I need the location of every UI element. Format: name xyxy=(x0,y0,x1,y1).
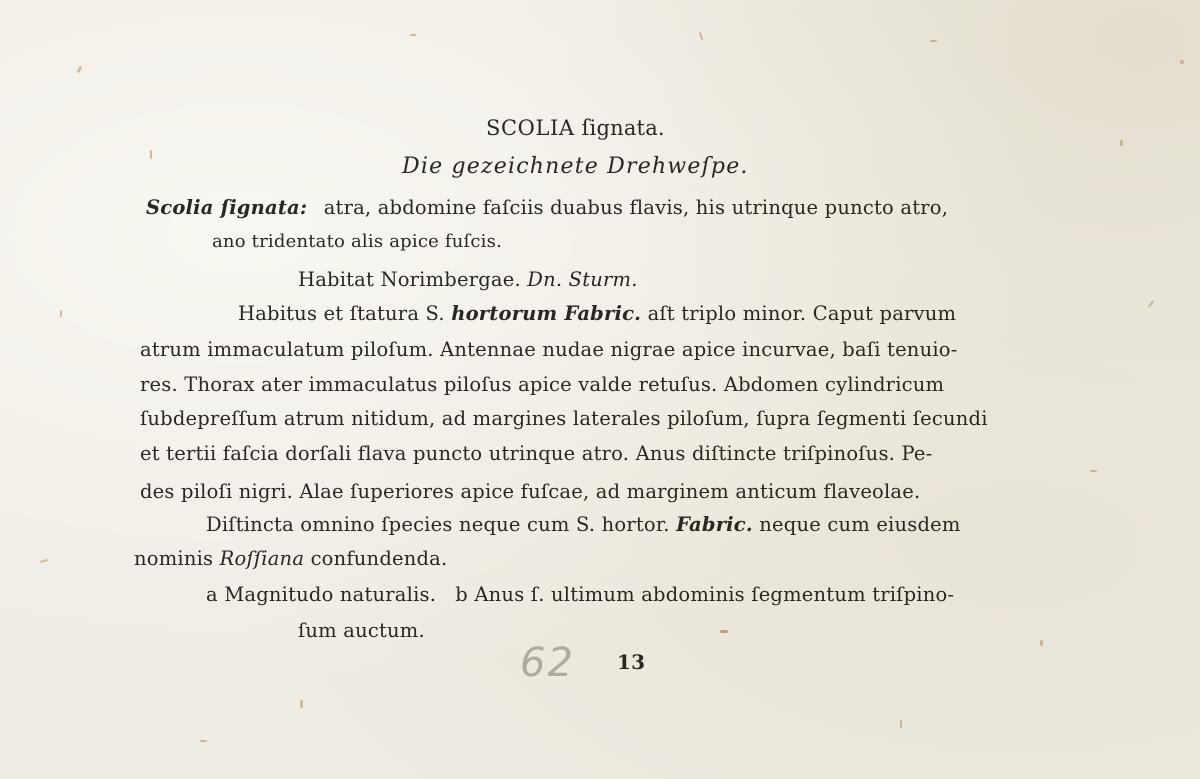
paper-fleck xyxy=(200,740,207,742)
habitat-line xyxy=(298,268,638,291)
description-line: et tertii faſcia dorſali flava puncto utrinque atro. Anus diſtincte triſpinoſus. Pe- xyxy=(140,442,933,465)
paper-fleck xyxy=(930,40,937,42)
distinction-text: Diſtincta omnino ſpecies neque cum S. hortor. xyxy=(206,513,670,536)
paper-fleck xyxy=(150,150,152,159)
diagnosis-text: atra, abdomine faſciis duabus flavis, his utrinque puncto atro, xyxy=(323,196,949,219)
paper-fleck xyxy=(699,32,704,40)
paper-fleck xyxy=(1090,470,1097,472)
description-text: aſt triplo minor. Caput parvum xyxy=(647,302,957,325)
paper-fleck xyxy=(1180,60,1184,64)
paper-fleck xyxy=(720,630,728,633)
diagnosis-name: Scolia ſignata: xyxy=(146,196,308,219)
paper-fleck xyxy=(40,559,48,563)
distinction-text: neque cum eiusdem xyxy=(759,513,961,536)
paper-fleck xyxy=(1120,140,1123,146)
paper-fleck xyxy=(76,66,82,74)
paper-fleck xyxy=(1040,640,1043,646)
paper-fleck xyxy=(900,720,902,728)
description-line xyxy=(238,302,956,325)
species-reference: hortorum Fabric. xyxy=(451,302,642,325)
species-title xyxy=(486,116,665,140)
paper-fleck xyxy=(410,34,416,36)
german-title: Die gezeichnete Drehweſpe. xyxy=(402,154,749,179)
description-text: Habitus et ſtatura S. xyxy=(238,302,445,325)
author-reference: Fabric. xyxy=(676,513,753,536)
paper-fleck xyxy=(60,310,62,317)
author-reference: Roſſiana xyxy=(219,547,305,570)
paper-fleck xyxy=(1148,300,1155,307)
description-line: des piloſi nigri. Alae ſuperiores apice fuſcae, ad marginem anticum flaveolae. xyxy=(140,480,921,503)
figure-caption: a Magnitudo naturalis. b Anus ſ. ultimum abdominis ſegmentum triſpino- xyxy=(206,583,955,606)
pencil-annotation: 62 xyxy=(520,640,575,686)
distinction-line xyxy=(134,547,447,570)
distinction-line xyxy=(206,513,961,536)
figure-caption: ſum auctum. xyxy=(298,619,425,642)
habitat-text: Habitat Norimbergae. xyxy=(298,268,521,291)
genus-name: SCOLIA xyxy=(486,116,575,140)
distinction-text: nominis xyxy=(134,547,214,570)
habitat-collector: Dn. Sturm. xyxy=(527,268,638,291)
species-name: ſignata. xyxy=(581,116,665,140)
distinction-text: confundenda. xyxy=(310,547,448,570)
diagnosis-line xyxy=(146,196,948,219)
description-line: atrum immaculatum piloſum. Antennae nudae nigrae apice incurvae, baſi tenuio- xyxy=(140,338,958,361)
diagnosis-line: ano tridentato alis apice fuſcis. xyxy=(212,231,502,252)
description-line: ſubdepreſſum atrum nitidum, ad margines laterales piloſum, ſupra ſegmenti ſecundi xyxy=(140,407,988,430)
paper-fleck xyxy=(300,700,303,708)
description-line: res. Thorax ater immaculatus piloſus apice valde retuſus. Abdomen cylindricum xyxy=(140,373,945,396)
page-number: 13 xyxy=(617,650,646,674)
